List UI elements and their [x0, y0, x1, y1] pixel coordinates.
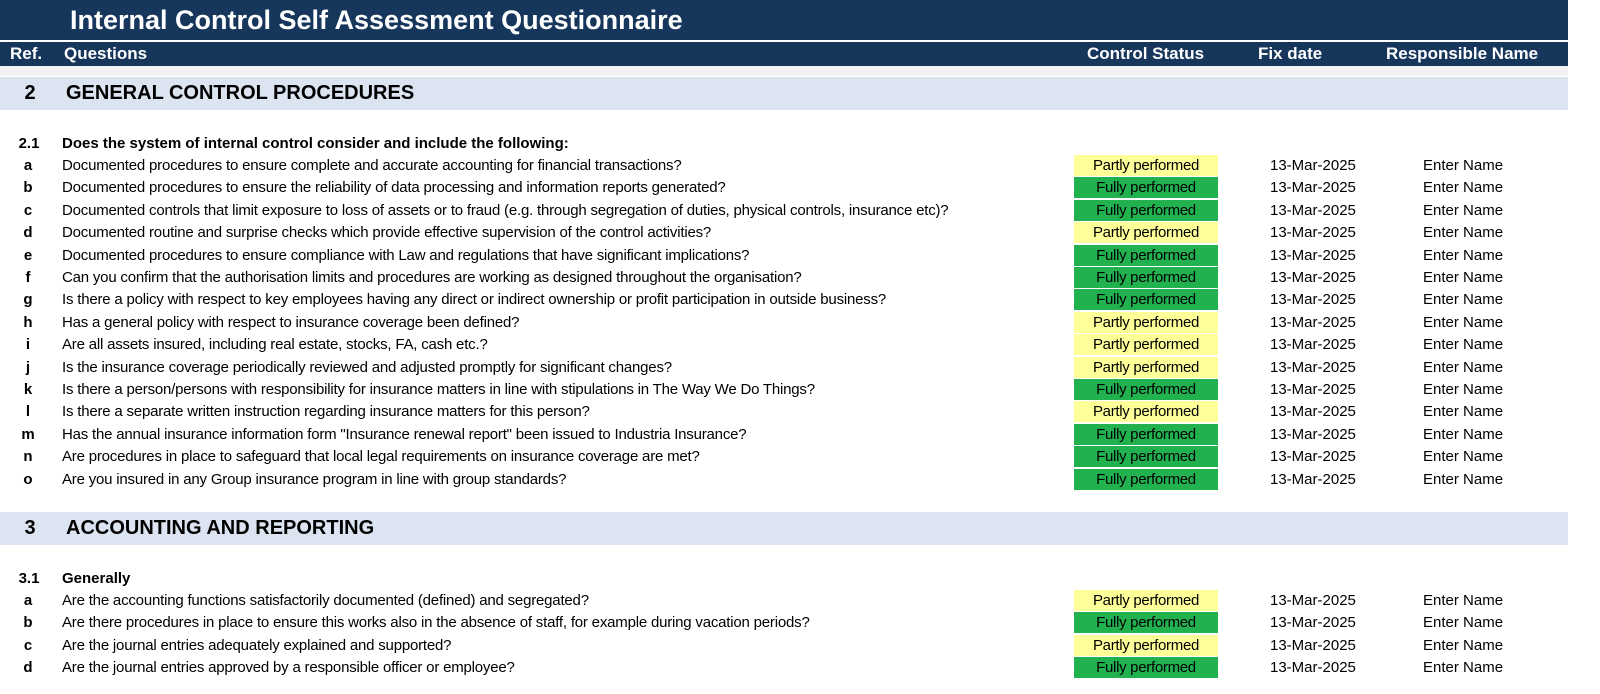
table-row: [0, 334, 1568, 356]
section-number: 3: [24, 517, 36, 539]
responsible-name-cell[interactable]: Enter Name: [1423, 313, 1504, 331]
question-text: Are you insured in any Group insurance program in line with group standards?: [62, 470, 567, 488]
column-header-control-status: Control Status: [1087, 44, 1205, 63]
row-ref: d: [23, 659, 33, 677]
table-row: [0, 469, 1568, 491]
responsible-name-cell[interactable]: Enter Name: [1423, 179, 1504, 197]
fix-date-cell[interactable]: 13-Mar-2025: [1270, 336, 1356, 354]
table-row: [0, 222, 1568, 244]
table-row: [0, 401, 1568, 423]
control-status-dropdown[interactable]: Fully performed: [1074, 177, 1218, 198]
question-text: Is the insurance coverage periodically reviewed and adjusted promptly for significant changes?: [62, 358, 672, 376]
column-header-questions: Questions: [64, 44, 148, 63]
row-ref: g: [23, 291, 33, 309]
question-text: Are procedures in place to safeguard that local legal requirements on insurance coverage are met?: [62, 448, 700, 466]
control-status-dropdown[interactable]: Partly performed: [1074, 357, 1218, 378]
question-text: Is there a separate written instruction regarding insurance matters for this person?: [62, 403, 590, 421]
fix-date-cell[interactable]: 13-Mar-2025: [1270, 358, 1356, 376]
column-header-fix-date: Fix date: [1258, 44, 1323, 63]
subsection-header: [0, 133, 1568, 155]
page-title: Internal Control Self Assessment Questionnaire: [70, 5, 683, 35]
row-ref: n: [23, 448, 33, 466]
control-status-dropdown[interactable]: Partly performed: [1074, 401, 1218, 422]
fix-date-cell[interactable]: 13-Mar-2025: [1270, 470, 1356, 488]
question-text: Has a general policy with respect to insurance coverage been defined?: [62, 313, 520, 331]
responsible-name-cell[interactable]: Enter Name: [1423, 659, 1504, 677]
question-text: Documented controls that limit exposure to loss of assets or to fraud (e.g. through segregation of duties, physical controls, insurance etc)?: [62, 201, 949, 219]
responsible-name-cell[interactable]: Enter Name: [1423, 246, 1504, 264]
responsible-name-cell[interactable]: Enter Name: [1423, 381, 1504, 398]
control-status-dropdown[interactable]: Partly performed: [1074, 312, 1218, 333]
fix-date-cell[interactable]: 13-Mar-2025: [1270, 201, 1356, 219]
responsible-name-cell[interactable]: Enter Name: [1423, 224, 1504, 242]
question-text: Documented routine and surprise checks which provide effective supervision of the control activities?: [62, 224, 712, 242]
table-row: [0, 590, 1568, 612]
table-row: [0, 245, 1568, 267]
responsible-name-cell[interactable]: Enter Name: [1423, 157, 1504, 174]
question-text: Is there a policy with respect to key employees having any direct or indirect ownership or profit participation in outside business?: [62, 291, 887, 309]
fix-date-cell[interactable]: 13-Mar-2025: [1270, 291, 1356, 309]
responsible-name-cell[interactable]: Enter Name: [1423, 592, 1504, 609]
control-status-dropdown[interactable]: Fully performed: [1074, 657, 1218, 678]
row-ref: h: [23, 313, 33, 331]
row-ref: j: [25, 358, 31, 376]
row-ref: b: [23, 614, 33, 632]
control-status-dropdown[interactable]: Partly performed: [1074, 222, 1218, 243]
fix-date-cell[interactable]: 13-Mar-2025: [1270, 448, 1356, 466]
title-bar: [0, 0, 1568, 40]
row-ref: i: [25, 336, 31, 354]
fix-date-cell[interactable]: 13-Mar-2025: [1270, 313, 1356, 331]
control-status-dropdown[interactable]: Fully performed: [1074, 200, 1218, 221]
fix-date-cell[interactable]: 13-Mar-2025: [1270, 592, 1356, 609]
responsible-name-cell[interactable]: Enter Name: [1423, 269, 1504, 286]
question-text: Has the annual insurance information form "Insurance renewal report" been issued to Industria Insurance?: [62, 425, 747, 443]
fix-date-cell[interactable]: 13-Mar-2025: [1270, 381, 1356, 398]
fix-date-cell[interactable]: 13-Mar-2025: [1270, 224, 1356, 242]
table-row: [0, 446, 1568, 468]
row-ref: f: [25, 269, 31, 286]
responsible-name-cell[interactable]: Enter Name: [1423, 614, 1504, 632]
fix-date-cell[interactable]: 13-Mar-2025: [1270, 179, 1356, 197]
fix-date-cell[interactable]: 13-Mar-2025: [1270, 403, 1356, 421]
control-status-dropdown[interactable]: Fully performed: [1074, 379, 1218, 400]
row-ref: b: [23, 179, 33, 197]
fix-date-cell[interactable]: 13-Mar-2025: [1270, 157, 1356, 174]
responsible-name-cell[interactable]: Enter Name: [1423, 636, 1504, 654]
spacer-strip: [0, 66, 1568, 76]
fix-date-cell[interactable]: 13-Mar-2025: [1270, 636, 1356, 654]
responsible-name-cell[interactable]: Enter Name: [1423, 448, 1504, 466]
control-status-dropdown[interactable]: Fully performed: [1074, 469, 1218, 490]
control-status-dropdown[interactable]: Fully performed: [1074, 446, 1218, 467]
row-ref: a: [23, 157, 33, 174]
subsection-title: Does the system of internal control consider and include the following:: [62, 135, 569, 152]
section-number: 2: [24, 82, 36, 104]
question-text: Documented procedures to ensure compliance with Law and regulations that have significant implications?: [62, 246, 750, 264]
row-ref: m: [21, 425, 35, 443]
table-row: [0, 424, 1568, 446]
responsible-name-cell[interactable]: Enter Name: [1423, 403, 1504, 421]
subsection-number: 2.1: [18, 135, 40, 152]
control-status-dropdown[interactable]: Fully performed: [1074, 424, 1218, 445]
control-status-dropdown[interactable]: Partly performed: [1074, 635, 1218, 656]
table-row: [0, 657, 1568, 679]
table-row: [0, 267, 1568, 289]
section-title: GENERAL CONTROL PROCEDURES: [66, 82, 415, 104]
question-text: Can you confirm that the authorisation limits and procedures are working as designed throughout the organisation?: [62, 269, 802, 286]
fix-date-cell[interactable]: 13-Mar-2025: [1270, 659, 1356, 677]
question-text: Are the journal entries approved by a responsible officer or employee?: [62, 659, 515, 677]
question-text: Documented procedures to ensure complete and accurate accounting for financial transactions?: [62, 157, 682, 174]
row-ref: k: [23, 381, 33, 398]
row-ref: c: [23, 636, 33, 654]
control-status-dropdown[interactable]: Fully performed: [1074, 289, 1218, 310]
subsection-title: Generally: [62, 570, 131, 587]
control-status-dropdown[interactable]: Fully performed: [1074, 612, 1218, 633]
row-ref: d: [23, 224, 33, 242]
fix-date-cell[interactable]: 13-Mar-2025: [1270, 614, 1356, 632]
control-status-dropdown[interactable]: Fully performed: [1074, 267, 1218, 288]
fix-date-cell[interactable]: 13-Mar-2025: [1270, 425, 1356, 443]
control-status-dropdown[interactable]: Partly performed: [1074, 590, 1218, 611]
responsible-name-cell[interactable]: Enter Name: [1423, 201, 1504, 219]
subsection-number: 3.1: [18, 570, 40, 587]
row-ref: a: [23, 592, 33, 609]
responsible-name-cell[interactable]: Enter Name: [1423, 336, 1504, 354]
fix-date-cell[interactable]: 13-Mar-2025: [1270, 269, 1356, 286]
row-ref: c: [23, 201, 33, 219]
question-text: Are there procedures in place to ensure this works also in the absence of staff, for example during vacation periods?: [62, 614, 810, 632]
responsible-name-cell[interactable]: Enter Name: [1423, 291, 1504, 309]
fix-date-cell[interactable]: 13-Mar-2025: [1270, 246, 1356, 264]
question-text: Is there a person/persons with responsibility for insurance matters in line with stipulations in The Way We Do Things?: [62, 381, 815, 398]
table-row: [0, 612, 1568, 634]
column-header-responsible-name: Responsible Name: [1386, 44, 1539, 63]
table-row: [0, 289, 1568, 311]
row-ref: e: [23, 246, 33, 264]
control-status-dropdown[interactable]: Partly performed: [1074, 334, 1218, 355]
responsible-name-cell[interactable]: Enter Name: [1423, 470, 1504, 488]
table-row: [0, 357, 1568, 379]
table-row: [0, 200, 1568, 222]
table-row: [0, 177, 1568, 199]
table-row: [0, 155, 1568, 177]
table-row: [0, 379, 1568, 401]
row-ref: o: [23, 470, 33, 488]
question-text: Are the journal entries adequately explained and supported?: [62, 636, 452, 654]
responsible-name-cell[interactable]: Enter Name: [1423, 425, 1504, 443]
row-ref: l: [25, 403, 31, 421]
section-title: ACCOUNTING AND REPORTING: [66, 517, 375, 539]
section-header: [0, 77, 1568, 110]
table-row: [0, 312, 1568, 334]
responsible-name-cell[interactable]: Enter Name: [1423, 358, 1504, 376]
control-status-dropdown[interactable]: Fully performed: [1074, 245, 1218, 266]
section-header: [0, 512, 1568, 545]
table-row: [0, 635, 1568, 657]
question-text: Documented procedures to ensure the reliability of data processing and information reports generated?: [62, 179, 726, 197]
question-text: Are all assets insured, including real estate, stocks, FA, cash etc.?: [62, 336, 488, 354]
column-header-ref: Ref.: [10, 44, 43, 63]
subsection-header: [0, 568, 1568, 590]
column-header-row: [0, 42, 1568, 66]
control-status-dropdown[interactable]: Partly performed: [1074, 155, 1218, 176]
question-text: Are the accounting functions satisfactorily documented (defined) and segregated?: [62, 592, 589, 609]
